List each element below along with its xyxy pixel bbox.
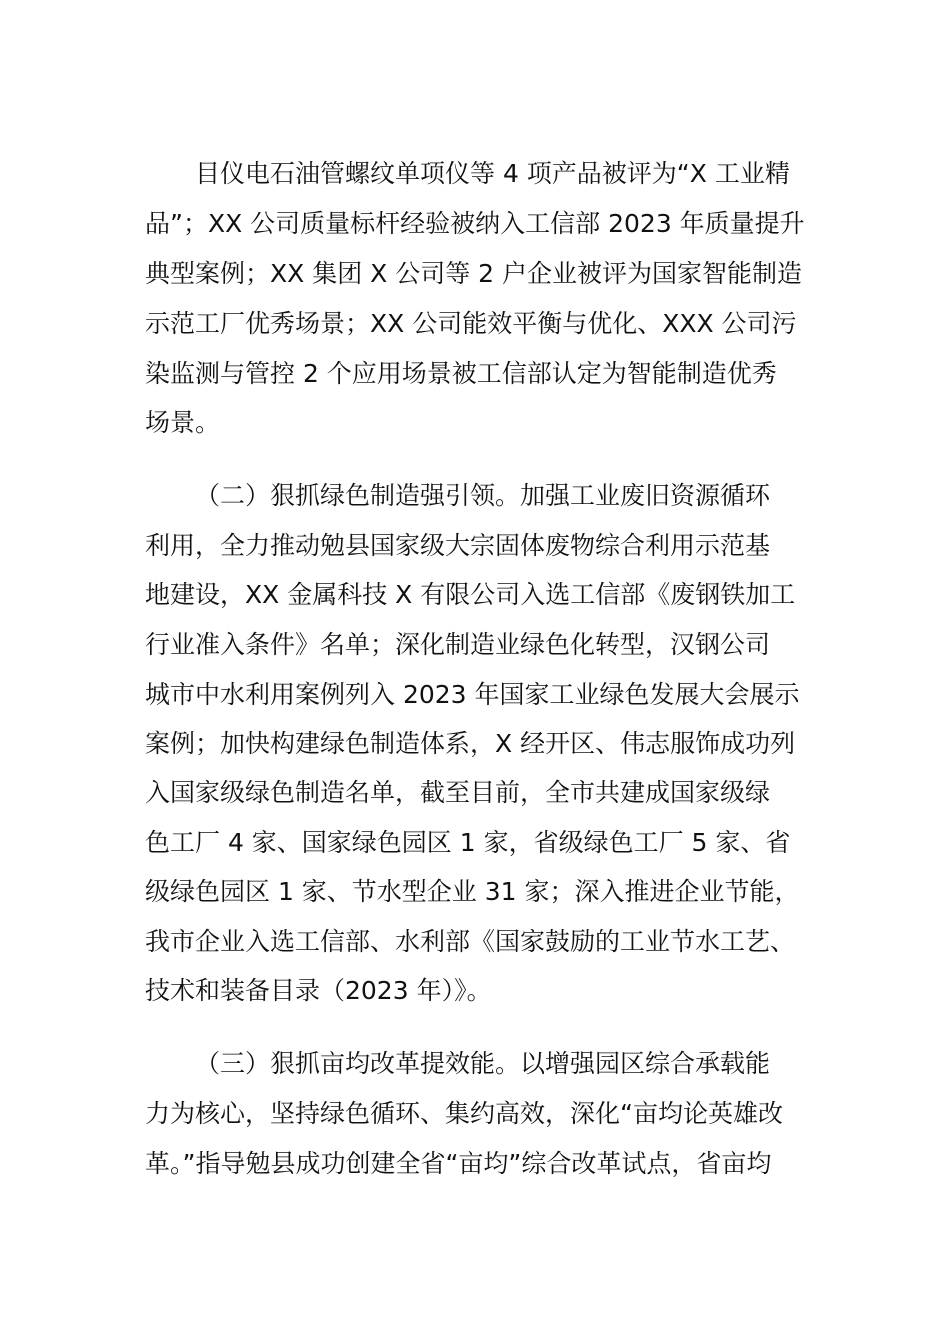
text-line: 行业准入条件》名单；深化制造业绿色化转型，汉钢公司	[145, 630, 771, 659]
text-line: 色工厂 4 家、国家绿色园区 1 家，省级绿色工厂 5 家、省	[145, 828, 791, 857]
text-line: 技术和装备目录（2023 年）》。	[145, 976, 492, 1005]
text-line: 场景。	[145, 408, 221, 437]
text-line: 入国家级绿色制造名单，截至目前，全市共建成国家级绿	[145, 778, 771, 807]
text-line: 地建设，XX 金属科技 X 有限公司入选工信部《废钢铁加工	[145, 580, 796, 609]
text-line: 典型案例；XX 集团 X 公司等 2 户企业被评为国家智能制造	[145, 259, 803, 288]
text-line: 城市中水利用案例列入 2023 年国家工业绿色发展大会展示	[145, 680, 800, 709]
text-line: （三）狠抓亩均改革提效能。以增强园区综合承载能	[195, 1049, 771, 1078]
text-line: 目仪电石油管螺纹单项仪等 4 项产品被评为“X 工业精	[195, 159, 790, 188]
text-line: 利用，全力推动勉县国家级大宗固体废物综合利用示范基	[145, 531, 771, 560]
text-line: 品”；XX 公司质量标杆经验被纳入工信部 2023 年质量提升	[145, 209, 805, 238]
text-line: （二）狠抓绿色制造强引领。加强工业废旧资源循环	[195, 481, 771, 510]
text-line: 革。”指导勉县成功创建全省“亩均”综合改革试点，省亩均	[145, 1149, 772, 1178]
text-line: 我市企业入选工信部、水利部《国家鼓励的工业节水工艺、	[145, 927, 796, 956]
text-line: 案例；加快构建绿色制造体系，X 经开区、伟志服饰成功列	[145, 729, 796, 758]
text-line: 染监测与管控 2 个应用场景被工信部认定为智能制造优秀	[145, 359, 777, 388]
text-line: 示范工厂优秀场景；XX 公司能效平衡与优化、XXX 公司污	[145, 309, 797, 338]
text-line: 级绿色园区 1 家、节水型企业 31 家；深入推进企业节能，	[145, 877, 800, 906]
text-line: 力为核心，坚持绿色循环、集约高效，深化“亩均论英雄改	[145, 1099, 783, 1128]
